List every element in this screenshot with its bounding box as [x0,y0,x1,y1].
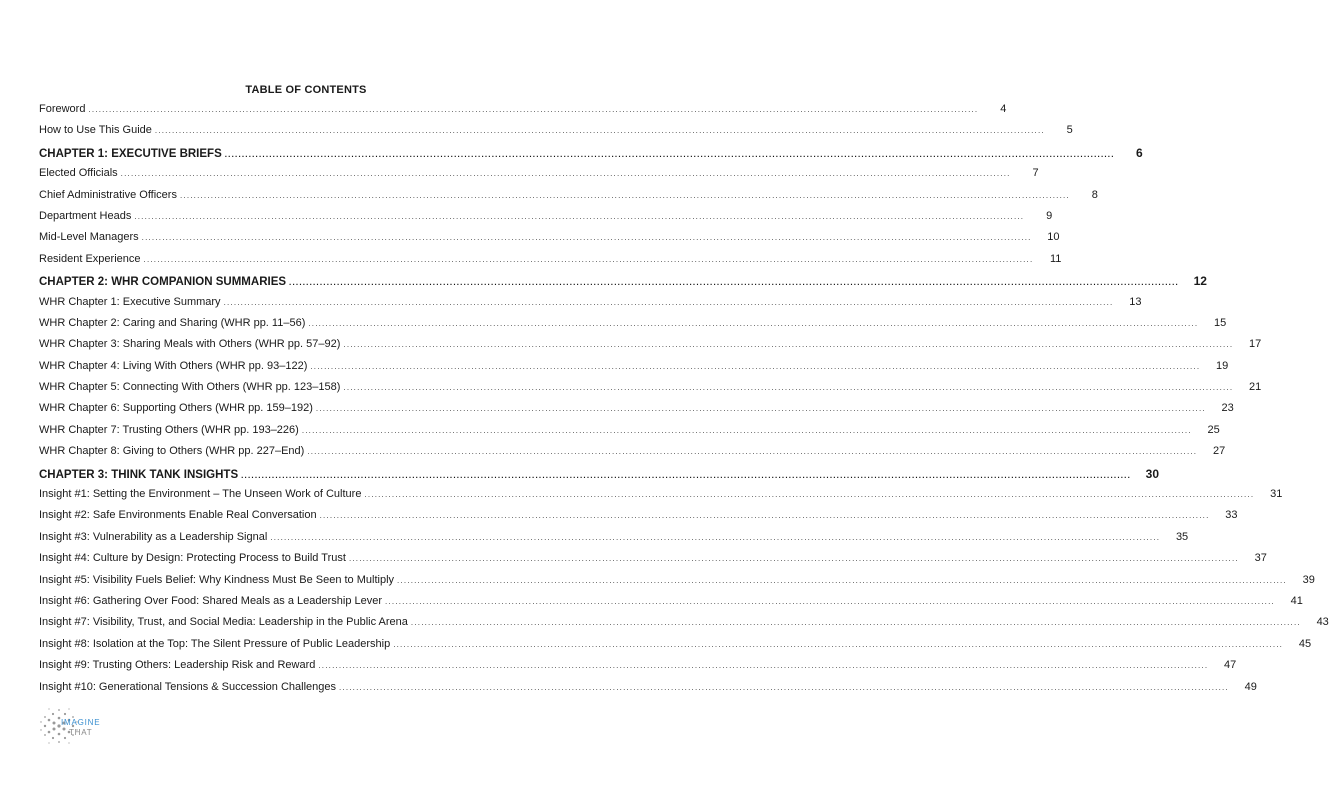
toc-entry-page-number: 6 [1135,145,1143,160]
dot-leader: .................................................................................................................................................................................................................................................................... [315,404,1206,414]
dot-leader: .................................................................................................................................................................................................................................................................... [318,661,1209,671]
dot-leader: .................................................................................................................................................................................................................................................................... [143,254,1034,264]
logo-wordmark-that: THAT [69,728,93,737]
dot-leader: .................................................................................................................................................................................................................................................................... [241,470,1132,480]
toc-entry[interactable] [39,659,1237,680]
toc-entry-page-number: 13 [1129,295,1142,308]
toc-entry-page-number: 9 [1046,209,1053,222]
toc-entry-page-number: 7 [1032,167,1039,180]
toc-entry-label: WHR Chapter 6: Supporting Others (WHR pp. 159–192) [39,402,313,415]
dot-leader: .................................................................................................................................................................................................................................................................... [319,511,1210,521]
dot-leader: .................................................................................................................................................................................................................................................................... [179,190,1070,200]
dot-leader: .................................................................................................................................................................................................................................................................... [348,554,1239,564]
toc-entry[interactable] [39,616,1329,637]
toc-entry-page-number: 45 [1298,637,1312,650]
toc-entry[interactable] [39,509,1238,530]
toc-entry[interactable] [39,488,1283,509]
dot-leader: .................................................................................................................................................................................................................................................................... [154,126,1045,136]
toc-entry-label: Insight #9: Trusting Others: Leadership Risk and Reward [39,659,316,672]
dot-leader: .................................................................................................................................................................................................................................................................... [397,575,1287,585]
dot-leader: .................................................................................................................................................................................................................................................................... [307,447,1198,457]
toc-entry[interactable] [39,445,1226,466]
toc-entry-page-number: 39 [1302,573,1315,586]
toc-entry-page-number: 41 [1290,594,1303,607]
toc-entry-label: Mid-Level Managers [39,231,139,244]
toc-entry-label: Elected Officials [39,167,118,180]
imagine-that-logo [36,703,116,749]
toc-entry-page-number: 12 [1193,274,1207,289]
toc-entry-label: Department Heads [39,209,132,222]
toc-chapter-heading[interactable] [39,145,1143,167]
toc-entry-label: WHR Chapter 4: Living With Others (WHR pp. 93–122) [39,359,308,372]
toc-entry[interactable] [39,103,1007,124]
toc-entry[interactable] [39,680,1257,702]
toc-list [39,103,1329,702]
toc-entry[interactable] [39,316,1227,338]
dot-leader: .................................................................................................................................................................................................................................................................... [223,297,1114,307]
toc-entry-label: Insight #8: Isolation at the Top: The Silent Pressure of Public Leadership [39,637,391,650]
toc-entry[interactable] [39,359,1229,381]
toc-entry-page-number: 33 [1225,509,1238,522]
toc-entry[interactable] [39,338,1262,359]
toc-entry[interactable] [39,124,1073,145]
toc-entry-page-number: 19 [1216,359,1229,372]
toc-entry-page-number: 27 [1212,445,1226,458]
dot-leader: .................................................................................................................................................................................................................................................................... [338,682,1229,692]
toc-title: TABLE OF CONTENTS [245,84,367,96]
dot-leader: .................................................................................................................................................................................................................................................................... [308,318,1199,328]
toc-entry-page-number: 8 [1091,188,1098,201]
dot-leader: .................................................................................................................................................................................................................................................................... [120,169,1011,179]
toc-entry[interactable] [39,402,1234,423]
toc-entry[interactable] [39,167,1039,188]
toc-entry-label: WHR Chapter 1: Executive Summary [39,295,221,308]
toc-entry-label: How to Use This Guide [39,124,152,137]
toc-entry[interactable] [39,637,1312,659]
toc-entry-page-number: 21 [1249,381,1262,394]
toc-entry-page-number: 10 [1047,231,1060,244]
toc-entry-label: WHR Chapter 5: Connecting With Others (WHR pp. 123–158) [39,381,341,394]
toc-entry-label: Chief Administrative Officers [39,188,177,201]
dot-leader: .................................................................................................................................................................................................................................................................... [88,105,979,114]
toc-entry-label: Insight #6: Gathering Over Food: Shared Meals as a Leadership Lever [39,594,383,607]
toc-entry-label: CHAPTER 3: THINK TANK INSIGHTS [39,468,239,481]
dot-leader: .................................................................................................................................................................................................................................................................... [364,490,1255,500]
dot-leader: .................................................................................................................................................................................................................................................................... [224,149,1115,159]
dot-leader: .................................................................................................................................................................................................................................................................... [410,618,1301,628]
toc-entry-page-number: 49 [1244,680,1257,693]
toc-entry-label: CHAPTER 1: EXECUTIVE BRIEFS [39,147,222,160]
toc-entry-page-number: 47 [1224,659,1237,672]
toc-entry[interactable] [39,295,1142,317]
toc-entry[interactable] [39,188,1098,210]
dot-leader: .................................................................................................................................................................................................................................................................... [343,383,1234,393]
logo-wordmark-imagine: IMAGINE [61,718,101,727]
toc-entry-page-number: 5 [1066,124,1073,137]
toc-entry[interactable] [39,423,1220,445]
toc-entry-label: Insight #2: Safe Environments Enable Real Conversation [39,509,317,522]
toc-entry-label: WHR Chapter 8: Giving to Others (WHR pp. 227–End) [39,445,305,458]
toc-entry-page-number: 31 [1270,488,1283,501]
toc-entry[interactable] [39,573,1315,595]
toc-entry-label: Insight #5: Visibility Fuels Belief: Why Kindness Must Be Seen to Multiply [39,573,395,586]
toc-entry-page-number: 4 [1000,103,1007,115]
toc-entry-page-number: 17 [1249,338,1262,351]
toc-entry-page-number: 11 [1049,252,1062,265]
toc-entry-label: Insight #10: Generational Tensions & Succession Challenges [39,680,336,693]
toc-entry-label: CHAPTER 2: WHR COMPANION SUMMARIES [39,276,287,289]
toc-entry-label: Insight #1: Setting the Environment – The Unseen Work of Culture [39,488,362,501]
toc-entry-label: Insight #3: Vulnerability as a Leadership Signal [39,530,268,543]
dot-leader: .................................................................................................................................................................................................................................................................... [393,639,1284,649]
toc-entry-label: Insight #4: Culture by Design: Protecting Process to Build Trust [39,552,346,565]
dot-leader: .................................................................................................................................................................................................................................................................... [141,233,1032,243]
dot-leader: .................................................................................................................................................................................................................................................................... [134,211,1025,221]
dot-leader: .................................................................................................................................................................................................................................................................... [301,425,1192,435]
toc-entry-label: WHR Chapter 2: Caring and Sharing (WHR pp. 11–56) [39,316,306,329]
toc-entry[interactable] [39,231,1060,252]
dot-leader: .................................................................................................................................................................................................................................................................... [270,532,1161,542]
toc-entry[interactable] [39,594,1303,616]
toc-entry[interactable] [39,530,1189,552]
toc-entry-page-number: 30 [1145,466,1160,481]
toc-entry-page-number: 43 [1316,616,1329,629]
dot-leader: .................................................................................................................................................................................................................................................................... [343,340,1234,350]
dot-leader: .................................................................................................................................................................................................................................................................... [310,361,1201,371]
toc-entry-page-number: 37 [1254,552,1267,565]
toc-entry-page-number: 23 [1221,402,1234,415]
toc-entry-label: Resident Experience [39,252,141,265]
toc-chapter-heading[interactable] [39,274,1207,295]
toc-entry[interactable] [39,552,1267,573]
toc-entry[interactable] [39,381,1262,402]
toc-entry-page-number: 35 [1175,530,1189,543]
dot-leader: .................................................................................................................................................................................................................................................................... [289,278,1179,288]
dot-leader: .................................................................................................................................................................................................................................................................... [385,596,1275,606]
toc-entry-label: Insight #7: Visibility, Trust, and Social Media: Leadership in the Public Arena [39,616,408,629]
toc-entry-label: WHR Chapter 7: Trusting Others (WHR pp. 193–226) [39,423,299,436]
toc-entry-page-number: 15 [1214,316,1227,329]
toc-entry-label: WHR Chapter 3: Sharing Meals with Others (WHR pp. 57–92) [39,338,341,351]
toc-entry[interactable] [39,252,1062,274]
toc-entry-page-number: 25 [1207,423,1220,436]
toc-entry[interactable] [39,209,1053,231]
toc-entry-label: Foreword [39,103,86,115]
toc-chapter-heading[interactable] [39,466,1160,488]
